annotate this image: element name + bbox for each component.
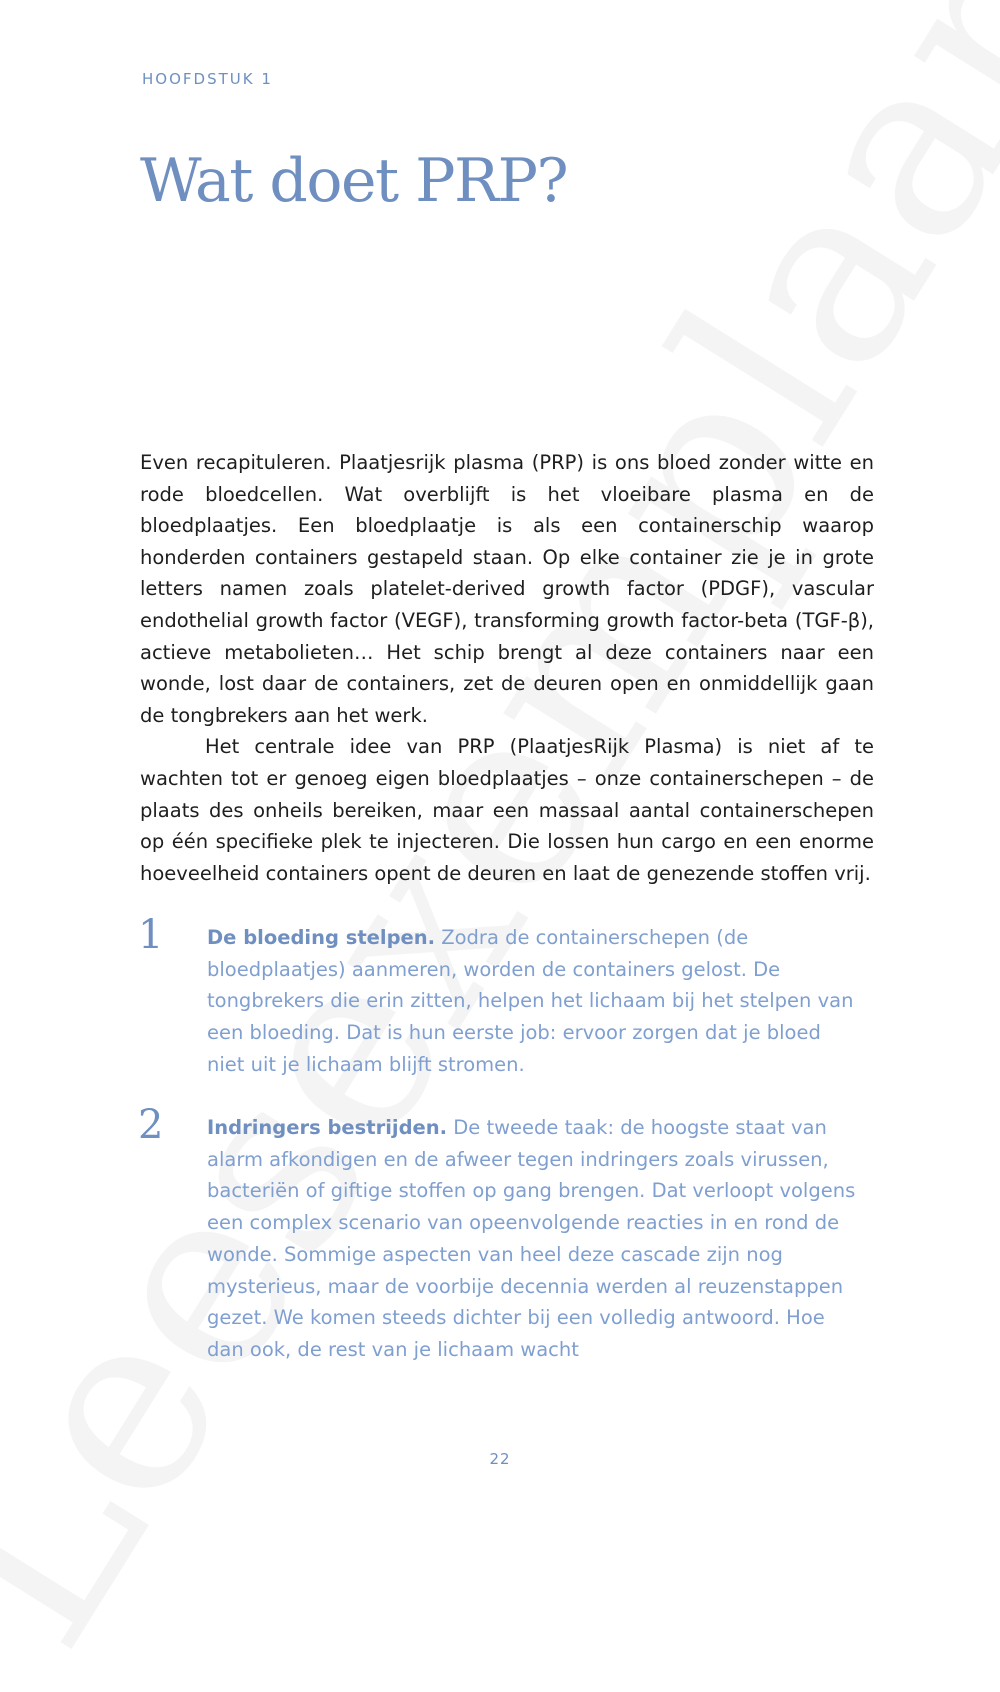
item-text bbox=[207, 922, 857, 1081]
item-body: De tweede taak: de hoogste staat van alarm afkondigen en de afweer tegen indringers zoals virussen, bacteriën of giftige stoffen op gang brengen. Dat verloopt volgens een complex scenario van opeenvolgende reacties in en rond de wonde. Sommige aspecten van heel deze cascade zijn nog mysterieus, maar de voorbije decennia werden al reuzenstappen gezet. We komen steeds dichter bij een volledig antwoord. Hoe dan ook, de rest van je lichaam wacht bbox=[207, 1116, 856, 1361]
list-item bbox=[138, 912, 858, 1092]
item-heading: Indringers bestrijden. bbox=[207, 1116, 448, 1139]
item-number: 1 bbox=[138, 912, 164, 958]
list-item bbox=[138, 1102, 858, 1372]
page-title: Wat doet PRP? bbox=[140, 146, 568, 216]
item-text bbox=[207, 1112, 857, 1366]
body-paragraph: Het centrale idee van PRP (PlaatjesRijk Plasma) is niet af te wachten tot er genoeg eigen bloedplaatjes – onze containerschepen – de plaats des onheils bereiken, maar een massaal aantal containerschepen op één specifieke plek te injecteren. Die lossen hun cargo en een enorme hoeveelheid containers opent de deuren en laat de genezende stoffen vrij. bbox=[140, 735, 874, 885]
item-number: 2 bbox=[138, 1102, 164, 1148]
item-body: Zodra de containerschepen (de bloedplaatjes) aanmeren, worden de containers gelost. De tongbrekers die erin zitten, helpen het lichaam bij het stelpen van een bloeding. Dat is hun eerste job: ervoor zorgen dat je bloed niet uit je lichaam blijft stromen. bbox=[207, 926, 854, 1076]
chapter-label: HOOFDSTUK 1 bbox=[142, 70, 273, 88]
body-paragraph: Even recapituleren. Plaatjesrijk plasma (PRP) is ons bloed zonder witte en rode bloedcellen. Wat overblijft is het vloeibare plasma en de bloedplaatjes. Een bloedplaatje is als een containerschip waarop honderden containers gestapeld staan. Op elke container zie je in grote letters namen zoals platelet-derived growth factor (PDGF), vascular endothelial growth factor (VEGF), transforming growth factor-beta (TGF-β), actieve metabolieten… Het schip brengt al deze containers naar een wonde, lost daar de containers, zet de deuren open en onmiddellijk gaan de tongbrekers aan het werk. bbox=[140, 451, 874, 727]
item-heading: De bloeding stelpen. bbox=[207, 926, 436, 949]
page-number: 22 bbox=[489, 1450, 511, 1468]
body-text bbox=[140, 447, 874, 889]
